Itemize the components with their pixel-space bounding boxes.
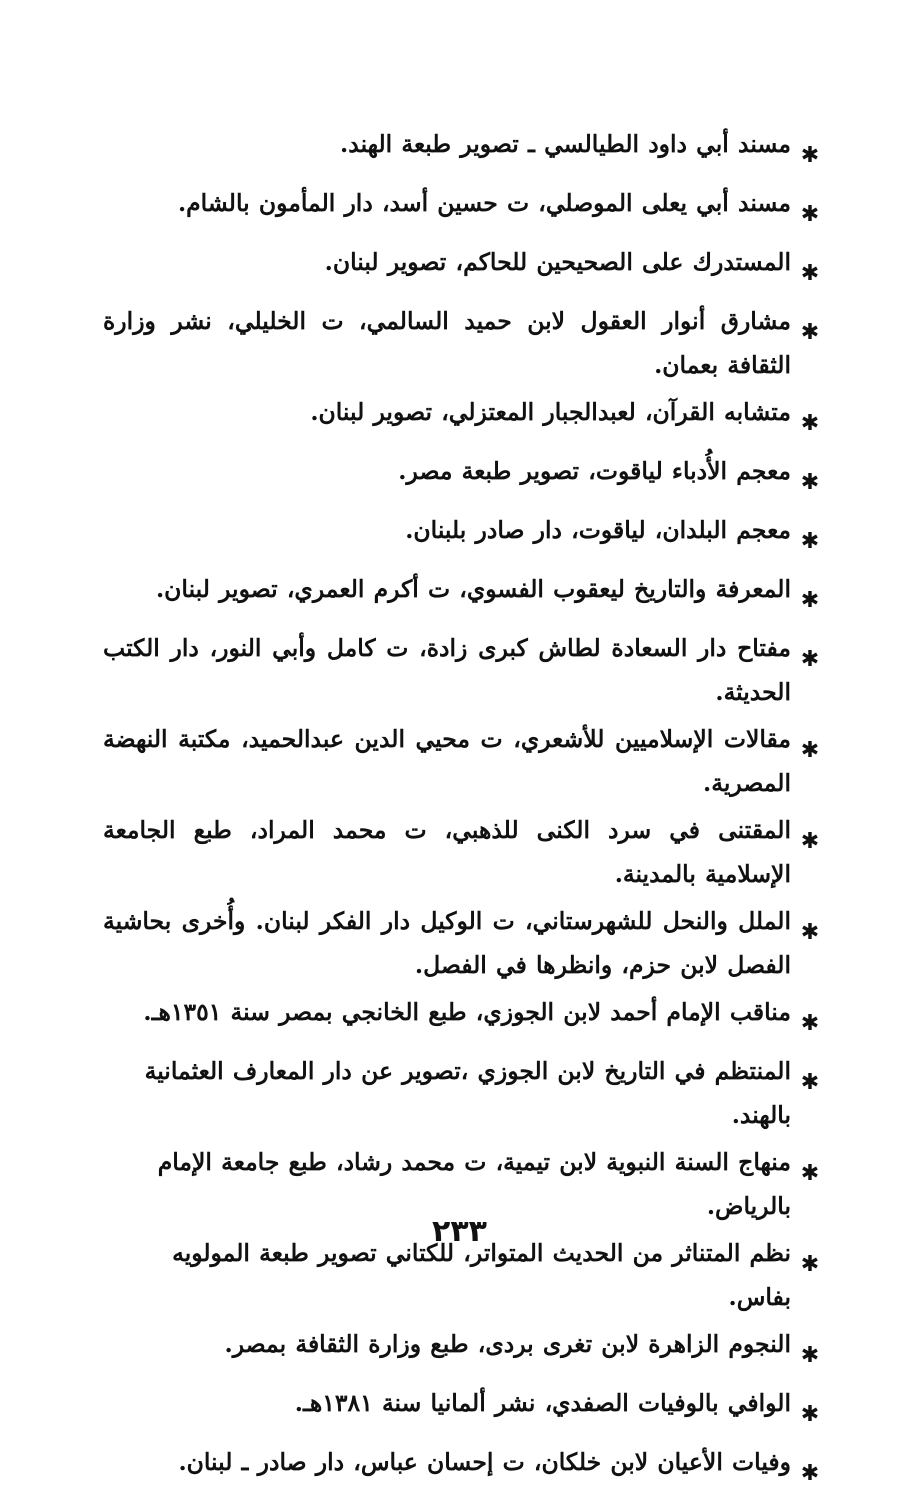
asterisk-bullet-icon: ✱ (800, 320, 820, 345)
asterisk-bullet-icon: ✱ (800, 647, 820, 672)
bibliography-entry (103, 990, 829, 1046)
entry-text: الملل والنحل للشهرستاني، ت الوكيل دار الفكر لبنان. وأُخرى بحاشية الفصل لابن حزم، وانظرها في الفصل. (103, 907, 791, 979)
asterisk-bullet-icon: ✱ (800, 1343, 820, 1368)
asterisk-bullet-icon: ✱ (800, 1161, 820, 1186)
page-number: ٢٣٣ (432, 1214, 487, 1249)
entry-text: متشابه القرآن، لعبدالجبار المعتزلي، تصوير لبنان. (310, 398, 791, 426)
bibliography-entry (103, 390, 829, 446)
asterisk-bullet-icon: ✱ (800, 829, 820, 854)
entry-text: معجم البلدان، لياقوت، دار صادر بلبنان. (405, 516, 791, 544)
bibliography-entry (103, 1440, 829, 1496)
bibliography-entry (103, 122, 829, 178)
entry-text: مفتاح دار السعادة لطاش كبرى زادة، ت كامل وأبي النور، دار الكتب الحديثة. (103, 634, 791, 706)
entry-text: المقتنى في سرد الكنى للذهبي، ت محمد المراد، طبع الجامعة الإسلامية بالمدينة. (103, 816, 791, 888)
asterisk-bullet-icon: ✱ (800, 1070, 820, 1095)
asterisk-bullet-icon: ✱ (800, 920, 820, 945)
asterisk-bullet-icon: ✱ (800, 738, 820, 763)
bibliography-entry (103, 1322, 829, 1378)
entry-text: مسند أبي داود الطيالسي ـ تصوير طبعة الهند. (340, 130, 791, 158)
bibliography-entry (103, 181, 829, 237)
entry-text: المستدرك على الصحيحين للحاكم، تصوير لبنان. (324, 248, 791, 276)
bibliography-entry (103, 899, 829, 987)
bibliography-entry (103, 240, 829, 296)
bibliography-entry (103, 508, 829, 564)
entry-text: مناقب الإمام أحمد لابن الجوزي، طبع الخانجي بمصر سنة ١٣٥١هـ. (143, 998, 791, 1026)
entry-text: نظم المتناثر من الحديث المتواتر، للكتاني تصوير طبعة المولويه بفاس. (172, 1239, 791, 1311)
entry-text: المنتظم في التاريخ لابن الجوزي ،تصوير عن دار المعارف العثمانية بالهند. (144, 1057, 791, 1129)
bibliography-entry (103, 449, 829, 505)
entry-text: مقالات الإسلاميين للأشعري، ت محيي الدين عبدالحميد، مكتبة النهضة المصرية. (103, 725, 791, 797)
asterisk-bullet-icon: ✱ (800, 1402, 820, 1427)
entry-text: منهاج السنة النبوية لابن تيمية، ت محمد رشاد، طبع جامعة الإمام بالرياض. (157, 1148, 791, 1220)
asterisk-bullet-icon: ✱ (800, 1461, 820, 1486)
entry-text: مسند أبي يعلى الموصلي، ت حسين أسد، دار المأمون بالشام. (177, 189, 791, 217)
asterisk-bullet-icon: ✱ (800, 1252, 820, 1277)
asterisk-bullet-icon: ✱ (800, 588, 820, 613)
entry-text: معجم الأُدباء لياقوت، تصوير طبعة مصر. (398, 457, 791, 485)
entry-text: الوافي بالوفيات الصفدي، نشر ألمانيا سنة ١٣٨١هـ. (294, 1389, 791, 1417)
bibliography-entry (103, 626, 829, 714)
bibliography-entry (103, 1381, 829, 1437)
bibliography-entry (103, 1049, 829, 1137)
asterisk-bullet-icon: ✱ (800, 202, 820, 227)
entry-text: المعرفة والتاريخ ليعقوب الفسوي، ت أكرم العمري، تصوير لبنان. (155, 575, 791, 603)
bibliography-entry (103, 567, 829, 623)
entry-text: وفيات الأعيان لابن خلكان، ت إحسان عباس، دار صادر ـ لبنان. (178, 1448, 791, 1476)
asterisk-bullet-icon: ✱ (800, 143, 820, 168)
bibliography-entry (103, 717, 829, 805)
asterisk-bullet-icon: ✱ (800, 470, 820, 495)
asterisk-bullet-icon: ✱ (800, 411, 820, 436)
bibliography-list (103, 122, 829, 1499)
bibliography-entry (103, 808, 829, 896)
asterisk-bullet-icon: ✱ (800, 261, 820, 286)
asterisk-bullet-icon: ✱ (800, 1011, 820, 1036)
bibliography-entry (103, 299, 829, 387)
entry-text: النجوم الزاهرة لابن تغرى بردى، طبع وزارة الثقافة بمصر. (224, 1330, 791, 1358)
entry-text: مشارق أنوار العقول لابن حميد السالمي، ت الخليلي، نشر وزارة الثقافة بعمان. (103, 307, 791, 379)
asterisk-bullet-icon: ✱ (800, 529, 820, 554)
